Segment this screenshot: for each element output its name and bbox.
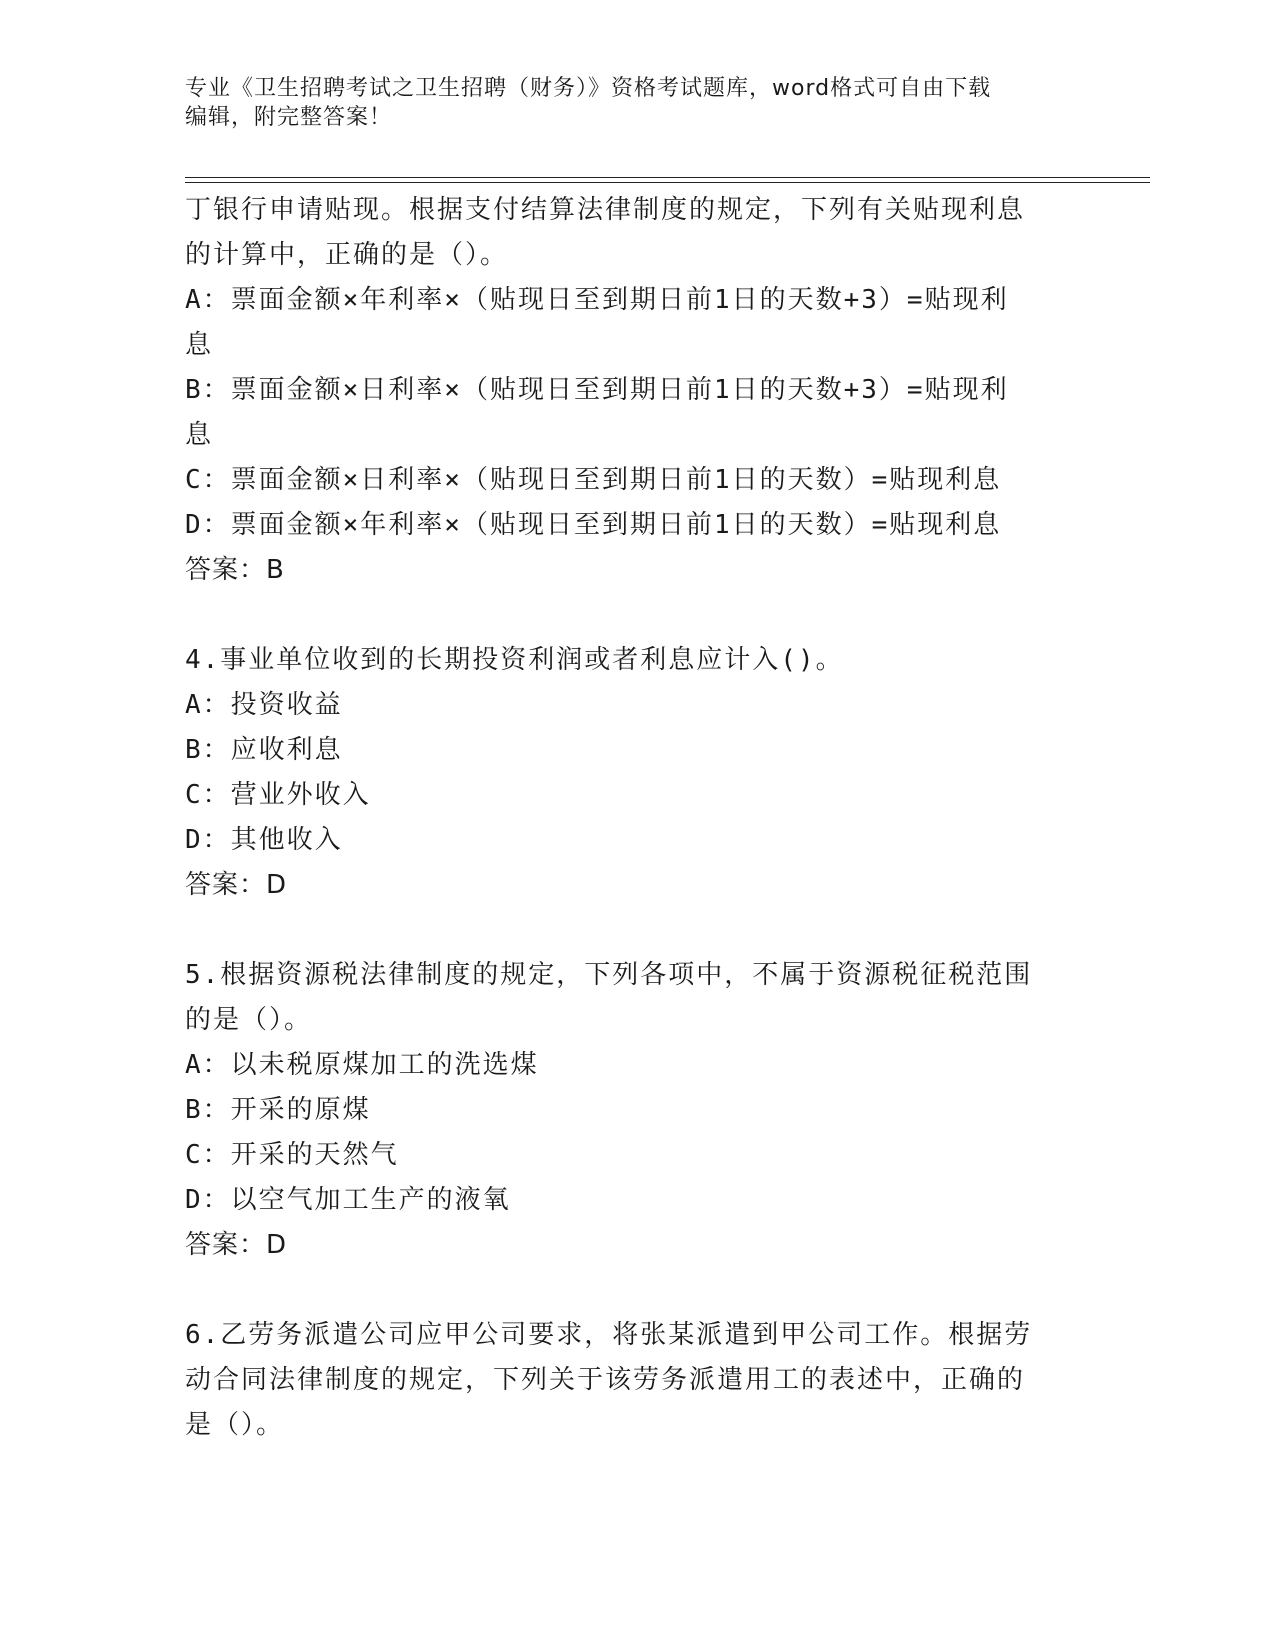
question-5-answer: 答案：D bbox=[185, 1230, 288, 1260]
question-5-option-d: D：以空气加工生产的液氧 bbox=[185, 1185, 511, 1215]
question-4-option-c: C：营业外收入 bbox=[185, 780, 371, 810]
question-3-option-c: C：票面金额×日利率×（贴现日至到期日前1日的天数）=贴现利息 bbox=[185, 465, 1002, 495]
question-3-option-d: D：票面金额×年利率×（贴现日至到期日前1日的天数）=贴现利息 bbox=[185, 510, 1002, 540]
question-5-stem-line-1: 5.根据资源税法律制度的规定，下列各项中，不属于资源税征税范围 bbox=[185, 960, 1033, 990]
question-3-option-a-line-1: A：票面金额×年利率×（贴现日至到期日前1日的天数+3）=贴现利 bbox=[185, 285, 1009, 315]
question-5-stem-line-2: 的是（）。 bbox=[185, 1005, 313, 1035]
question-3-option-b-line-2: 息 bbox=[185, 420, 214, 450]
question-content bbox=[185, 188, 1075, 1448]
header-line-2: 编辑，附完整答案！ bbox=[185, 105, 393, 130]
question-3-stem-line-1: 丁银行申请贴现。根据支付结算法律制度的规定，下列有关贴现利息 bbox=[185, 195, 1026, 225]
question-3-option-b-line-1: B：票面金额×日利率×（贴现日至到期日前1日的天数+3）=贴现利 bbox=[185, 375, 1009, 405]
question-6 bbox=[185, 1313, 1075, 1448]
spacer bbox=[185, 908, 1075, 953]
question-6-stem-line-2: 动合同法律制度的规定，下列关于该劳务派遣用工的表述中，正确的 bbox=[185, 1365, 1026, 1395]
spacer bbox=[185, 593, 1075, 638]
question-4-option-b: B：应收利息 bbox=[185, 735, 343, 765]
question-5-option-c: C：开采的天然气 bbox=[185, 1140, 399, 1170]
question-3-option-a-line-2: 息 bbox=[185, 330, 214, 360]
question-4-option-d: D：其他收入 bbox=[185, 825, 343, 855]
question-3-answer: 答案：B bbox=[185, 555, 285, 585]
header-divider-top bbox=[185, 177, 1150, 178]
question-5-option-b: B：开采的原煤 bbox=[185, 1095, 371, 1125]
question-3-stem-line-2: 的计算中，正确的是（）。 bbox=[185, 240, 509, 270]
spacer bbox=[185, 1268, 1075, 1313]
question-6-stem-line-1: 6.乙劳务派遣公司应甲公司要求，将张某派遣到甲公司工作。根据劳 bbox=[185, 1320, 1033, 1350]
question-5 bbox=[185, 953, 1075, 1268]
question-4-option-a: A：投资收益 bbox=[185, 690, 343, 720]
question-4 bbox=[185, 638, 1075, 908]
question-4-answer: 答案：D bbox=[185, 870, 288, 900]
header-line-1: 专业《卫生招聘考试之卫生招聘（财务）》资格考试题库，word格式可自由下载 bbox=[185, 76, 992, 101]
question-3 bbox=[185, 188, 1075, 593]
question-4-stem: 4.事业单位收到的长期投资利润或者利息应计入()。 bbox=[185, 645, 844, 675]
header-divider-bottom bbox=[185, 182, 1150, 183]
question-5-option-a: A：以未税原煤加工的洗选煤 bbox=[185, 1050, 539, 1080]
document-header bbox=[185, 74, 1085, 132]
question-6-stem-line-3: 是（）。 bbox=[185, 1410, 285, 1440]
